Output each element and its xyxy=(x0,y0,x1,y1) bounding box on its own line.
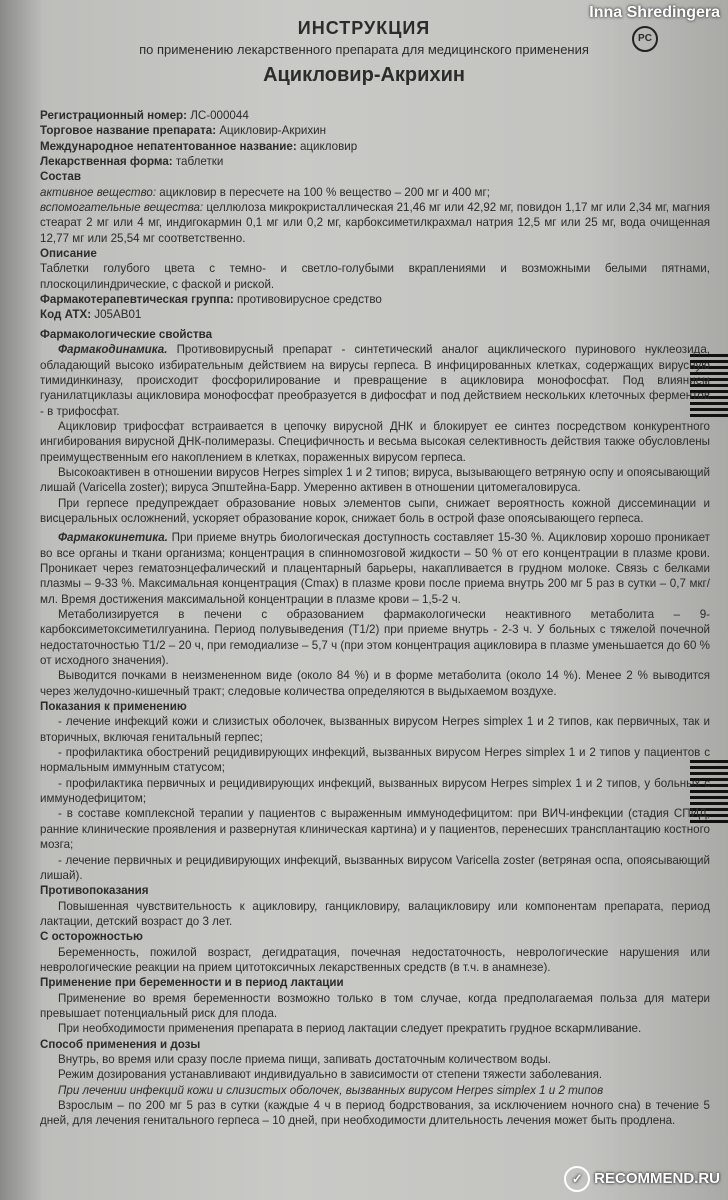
recommend-logo-icon: ✓ xyxy=(564,1166,590,1192)
form-label: Лекарственная форма: xyxy=(40,155,173,169)
description-heading: Описание xyxy=(40,247,97,261)
atc-label: Код АТХ: xyxy=(40,308,92,322)
contraindications-text: Повышенная чувствительность к ацикловиру, ганцикловиру, валацикловиру или компонентам препарата, период лактации, детский возраст до 3 лет. xyxy=(40,899,710,928)
dosage-p1: Внутрь, во время или сразу после приема пищи, запивать достаточным количеством воды. xyxy=(58,1052,552,1066)
auxiliary-label: вспомогательные вещества: xyxy=(40,201,204,215)
pregnancy-p1: Применение во время беременности возможно только в том случае, когда предполагаемая польза для матери превышает потенциальный риск для плода. xyxy=(40,991,710,1020)
document-subtitle: по применению лекарственного препарата для медицинского применения xyxy=(139,42,589,57)
inn-label: Международное непатентованное название: xyxy=(40,139,297,153)
indication-item: - в составе комплексной терапии у пациентов с выраженным иммунодефицитом: при ВИЧ-инфекции (стадия СПИД, ранние клинические проявления и развернутая клиническая картина) и у пациентов, перенесших трансплантацию костного мозга; xyxy=(40,807,710,852)
indication-item: - лечение инфекций кожи и слизистых оболочек, вызванных вирусом Herpes simplex 1 и 2 типов, как первичных, так и вторичных, включая генитальный герпес; xyxy=(40,715,710,744)
recommend-watermark xyxy=(564,1166,720,1192)
document-title: ИНСТРУКЦИЯ xyxy=(297,18,431,38)
trade-label: Торговое название препарата: xyxy=(40,124,217,138)
pharm-group-value: противовирусное средство xyxy=(236,293,382,307)
auxiliary-text: целлюлоза микрокристаллическая 21,46 мг или 42,92 мг, повидон 1,17 мг или 2,34 мг, магния стеарат 2 мг или 4 мг, индигокармин 0,1 мг или 0,2 мг, карбоксиметилкрахмал натрия 12,5 мг или 25 мг, вода очищенная 12,77 мг или 25,54 мг соответственно. xyxy=(40,201,710,245)
pharmacokinetics-p3: Выводится почками в неизмененном виде (около 84 %) и в форме метаболита (около 14 %). Менее 2 % выводится через желудочно-кишечный тракт; следовые количества определяются в выдыхаемом воздухе. xyxy=(40,669,710,698)
pharmacology-heading: Фармакологические свойства xyxy=(40,327,213,341)
recommend-text: RECOMMEND.RU xyxy=(594,1170,720,1187)
pharm-group-label: Фармакотерапевтическая группа: xyxy=(40,293,234,307)
caution-text: Беременность, пожилой возраст, дегидратация, почечная недостаточность, неврологические нарушения или неврологические реакции на прием цитотоксичных лекарственных средств (в т.ч. в анамнезе). xyxy=(40,945,710,974)
inn-value: ацикловир xyxy=(299,139,358,153)
indication-item: - лечение первичных и рецидивирующих инфекций, вызванных вирусом Varicella zoster (ветряная оспа, опоясывающий лишай). xyxy=(40,853,710,882)
pharmacodynamics-p4: При герпесе предупреждает образование новых элементов сыпи, снижает вероятность кожной диссеминации и висцеральных осложнений, ускоряет образование корок, снижает боль в острой фазе опоясывающего герпеса. xyxy=(40,496,710,525)
atc-value: J05AB01 xyxy=(94,308,142,322)
dosage-p2: Режим дозирования устанавливают индивидуально в зависимости от степени тяжести заболевания. xyxy=(58,1068,603,1082)
pharmacokinetics-p2: Метаболизируется в печени с образованием фармакологически неактивного метаболита – 9-карбоксиметоксиметилгуанина. Период полувыведения (T1/2) при приеме внутрь - 2-3 ч. У больных с тяжелой почечной недостаточностью T1/2 – 20 ч, при гемодиализе – 5,7 ч (при этом концентрация ацикловира в плазме уменьшается до 60 % от исходного значения). xyxy=(40,608,710,668)
author-watermark: Inna Shredingera xyxy=(589,4,720,21)
pharmacokinetics-label: Фармакокинетика. xyxy=(58,531,168,545)
contraindications-heading: Противопоказания xyxy=(40,884,149,898)
dosage-heading: Способ применения и дозы xyxy=(40,1037,201,1051)
dosage-p4: Взрослым – по 200 мг 5 раз в сутки (каждые 4 ч в период бодрствования, за исключением ночного сна) в течение 5 дней, для лечения генитального герпеса – 10 дней, при необходимости длительность лечения может быть продлена. xyxy=(40,1099,710,1128)
indications-heading: Показания к применению xyxy=(40,700,187,714)
leaflet-body xyxy=(40,108,710,1129)
pharmacodynamics-p2: Ацикловир трифосфат встраивается в цепочку вирусной ДНК и блокирует ее синтез посредством конкурентного ингибирования вирусной ДНК-полимеразы. Специфичность и весьма высокая селективность действия также обусловлены преимущественным его накоплением в клетках, пораженных вирусом герпеса. xyxy=(40,419,710,464)
reg-label: Регистрационный номер: xyxy=(40,109,187,122)
trade-value: Ацикловир-Акрихин xyxy=(219,124,327,138)
pharmacodynamics-p1: Противовирусный препарат - синтетический аналог ациклического пуринового нуклеозида, обладающий высоко избирательным действием на вирусы герпеса. В инфицированных клетках, содержащих вирусную тимидинкиназу, происходит фосфорилирование и превращение в ацикловира монофосфат. Под влиянием гуанилатциклазы ацикловира монофосфат преобразуется в дифосфат и под действием нескольких клеточных ферментов - в трифосфат. xyxy=(40,343,710,418)
indication-item: - профилактика первичных и рецидивирующих инфекций, вызванных вирусом Herpes simplex 1 и 2 типов, у больных с иммунодефицитом; xyxy=(40,776,710,806)
pregnancy-heading: Применение при беременности и в период лактации xyxy=(40,976,344,990)
indication-item: - профилактика обострений рецидивирующих инфекций, вызванных вирусом Herpes simplex 1 и 2 типов у пациентов с нормальным иммунным статусом; xyxy=(40,746,710,775)
dosage-p3: При лечении инфекций кожи и слизистых оболочек, вызванных вирусом Herpes simplex 1 и 2 типов xyxy=(58,1083,604,1097)
form-value: таблетки xyxy=(175,155,224,169)
pharmacodynamics-label: Фармакодинамика. xyxy=(58,343,168,357)
composition-heading: Состав xyxy=(40,170,82,184)
pharmacodynamics-p3: Высокоактивен в отношении вирусов Herpes simplex 1 и 2 типов; вируса, вызывающего ветряную оспу и опоясывающий лишай (Varicella zoster); вируса Эпштейна-Барр. Умеренно активен в отношении цитомегаловируса. xyxy=(40,465,710,495)
pregnancy-p2: При необходимости применения препарата в период лактации следует прекратить грудное вскармливание. xyxy=(58,1022,642,1036)
active-substance-text: ацикловир в пересчете на 100 % вещество – 200 мг и 400 мг; xyxy=(159,185,490,199)
description-text: Таблетки голубого цвета с темно- и светло-голубыми вкраплениями и возможными белыми пятнами, плоскоцилиндрические, с фаской и риской. xyxy=(40,262,710,291)
caution-heading: С осторожностью xyxy=(40,930,143,944)
drug-name: Ацикловир-Акрихин xyxy=(263,64,465,86)
reg-value: ЛС-000044 xyxy=(190,109,249,122)
pharmacokinetics-p1: При приеме внутрь биологическая доступность составляет 15-30 %. Ацикловир хорошо проникает во все органы и ткани организма; концентрация в спинномозговой жидкости – 50 % от его концентрации в плазме крови. Проникает через гематоэнцефалический и плацентарный барьеры, накапливается в грудном молоке. Связь с белками плазмы – 9-33 %. Максимальная концентрация (Cmax) в плазме крови после приема внутрь 200 мг 5 раз в сутки – 0,7 мкг/мл. Время достижения максимальной концентрации в плазме крови – 1,5-2 ч. xyxy=(40,531,710,606)
rst-certification-mark: PC xyxy=(632,26,658,52)
active-substance-label: активное вещество: xyxy=(40,185,157,199)
